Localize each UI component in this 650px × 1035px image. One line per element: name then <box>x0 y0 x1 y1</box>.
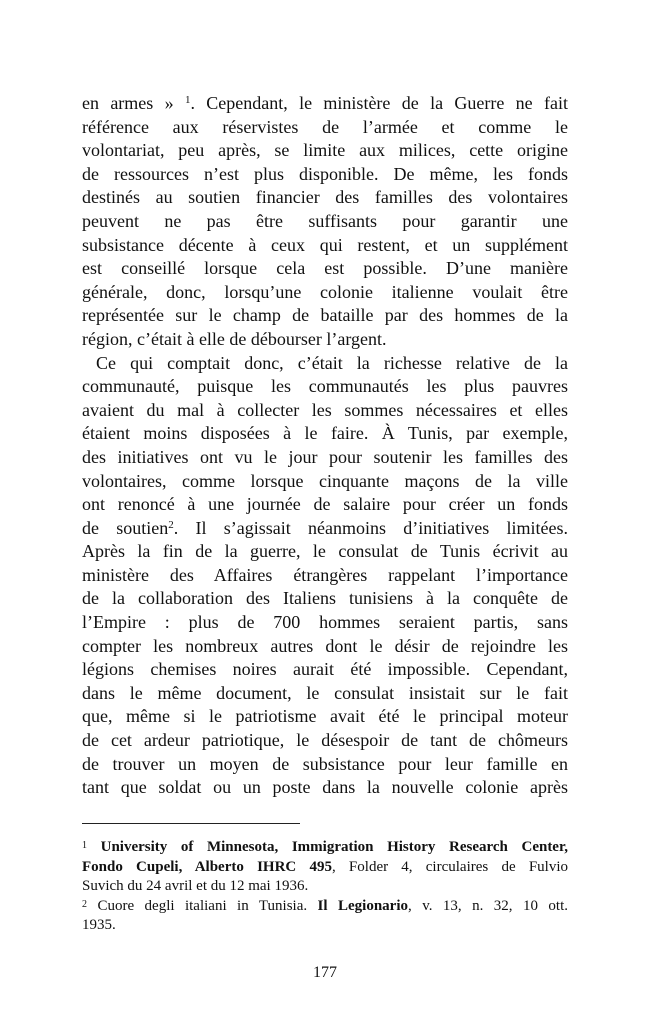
text-line: Après la fin de la guerre, le consulat de Tunis écrivit au <box>82 541 568 562</box>
text-line: ministère des Affaires étrangères rappelant l’importance <box>82 564 568 585</box>
text-line: légions chemises noires aurait été impossible. Cependant, <box>82 659 568 680</box>
text-line: de trouver un moyen de subsistance pour leur famille en <box>82 753 568 774</box>
footnote-1-end: Suvich du 24 avril et du 12 mai 1936. <box>82 878 309 894</box>
text-line: en armes » $^1$. Cependant, le ministère de la Guerre ne fait <box>82 93 568 113</box>
text-line: représentée sur le champ de bataille par des hommes de la <box>82 305 568 326</box>
text-line: est conseillé lorsque cela est possible. D’une manière <box>82 258 568 279</box>
paragraph-start: Ce qui comptait donc, c’était la richesse relative de la <box>96 352 568 373</box>
footnote-1: $^1$ University of Minnesota, Immigration History Research Center, <box>82 839 568 855</box>
text-line: volontariat, peu après, se limite aux milices, cette origine <box>82 140 568 161</box>
footnote-1-cont: Fondo Cupeli, Alberto IHRC 495, Folder 4, circulaires de Fulvio <box>82 858 568 875</box>
text-line: de soutien$^2$. Il s’agissait néanmoins d’initiatives limitées. <box>82 517 568 538</box>
text-line: ont renoncé à une journée de salaire pour créer un fonds <box>82 494 568 515</box>
footnote-2-end: 1935. <box>82 917 116 933</box>
text-line: compter les nombreux autres dont le désir de rejoindre les <box>82 635 568 656</box>
text-line: générale, donc, lorsqu’une colonie italienne voulait être <box>82 281 568 302</box>
text-line: dans le même document, le consulat insistait sur le fait <box>82 682 568 703</box>
text-line: destinés au soutien financier des familles des volontaires <box>82 187 568 208</box>
text-line: subsistance décente à ceux qui restent, et un supplément <box>82 234 568 255</box>
text-line: région, c’était à elle de débourser l’argent. <box>82 328 387 349</box>
text-line: des initiatives ont vu le jour pour soutenir les familles des <box>82 446 568 467</box>
text-line: communauté, puisque les communautés les plus pauvres <box>82 376 568 397</box>
text-line: l’Empire : plus de 700 hommes seraient partis, sans <box>82 612 568 633</box>
text-line: peuvent ne pas être suffisants pour garantir une <box>82 210 568 231</box>
text-line: avaient du mal à collecter les sommes nécessaires et elles <box>82 399 568 420</box>
text-line: volontaires, comme lorsque cinquante maçons de la ville <box>82 470 568 491</box>
footnote-ref-1: 1 <box>184 94 191 106</box>
footnote-separator <box>82 823 300 824</box>
body-text <box>82 92 568 800</box>
text-line: référence aux réservistes de l’armée et comme le <box>82 116 568 137</box>
text-line: de cet ardeur patriotique, le désespoir de tant de chômeurs <box>82 730 568 751</box>
footnote-2: $^2$ Cuore degli italiani in Tunisia. Il Legionario, v. 13, n. 32, 10 ott. <box>82 897 568 914</box>
page-number: 177 <box>313 964 337 981</box>
text-line: tant que soldat ou un poste dans la nouvelle colonie après <box>82 777 568 798</box>
footnotes <box>82 838 568 936</box>
text-line: étaient moins disposées à le faire. À Tunis, par exemple, <box>82 423 568 444</box>
footnote-ref-2: 2 <box>168 518 174 531</box>
text-line: de ressources n’est plus disponible. De même, les fonds <box>82 163 568 184</box>
text-line: de la collaboration des Italiens tunisiens à la conquête de <box>82 588 568 609</box>
text-line: que, même si le patriotisme avait été le principal moteur <box>82 706 568 727</box>
